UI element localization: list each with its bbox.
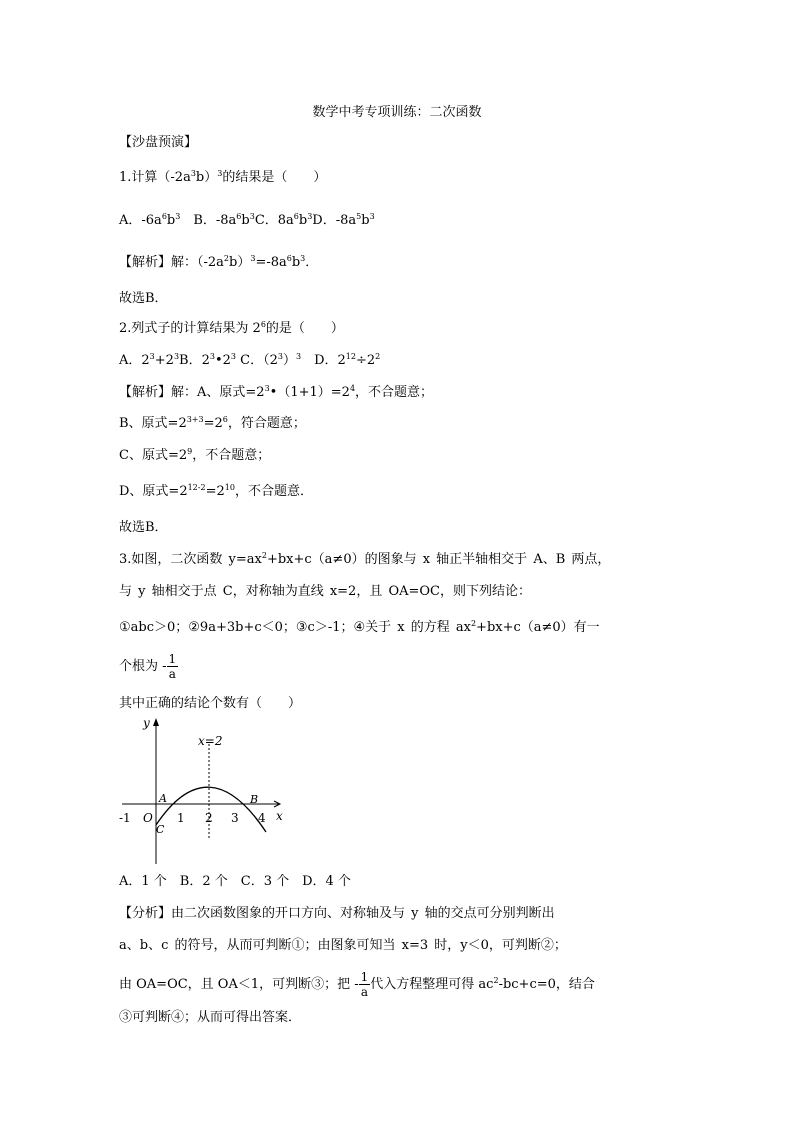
parabola-graph [112,712,292,872]
q2-analysis-c: C、原式$=2^9$，不合题意； [119,447,271,463]
q1-answer: 故选B． [119,291,168,306]
x-axis-label: x [276,809,283,823]
origin-label: O [143,811,153,825]
point-c-label: C [156,823,165,836]
q3-analysis-line4: ③可判断④；从而可得出答案． [119,1010,302,1025]
point-a-label: A [159,792,167,805]
q1-options: A．$-6a^6b^3$ B．$-8a^6b^3C$．$8a^6b^3D$．$-8a^5b^3$ [119,212,375,228]
fraction-one-over-a: $\frac{1}{a}$ [168,652,177,681]
page-title: 数学中考专项训练：二次函数 [312,105,482,120]
y-axis-arrow [153,718,159,726]
q2-analysis-d: D、原式$=2^{12-2}=2^{10}$，不合题意． [119,483,313,499]
q3-analysis-line1: 【分析】由二次函数图象的开口方向、对称轴及与 y 轴的交点可分别判断出 [119,906,555,921]
q2-analysis-b: B、原式$=2^{3+3}=2^6$，符合题意； [119,415,306,431]
q1-analysis: 【解析】解：$(-2a^2b)^3=-8a^6b^3$． [119,254,319,270]
q3-stem-line2: 与 y 轴相交于点 C，对称轴为直线 x=2，且 OA=OC，则下列结论： [119,584,531,599]
q2-options: A．$2^3+2^3B$．$2^3•2^3$ C．$(2^3)^3$ D．$2^{12}\div 2^2$ [119,352,381,368]
q3-stem-line1: 3.如图，二次函数 $y=ax^2+bx+c(a\ne 0)$的图象与 x 轴正半轴相交于 A、B 两点， [119,551,611,567]
section-heading: 【沙盘预演】 [119,135,198,150]
q2-analysis-a: 【解析】解：A、原式$=2^3•(1+1)=2^4$，不合题意； [119,384,434,400]
q2-stem: 2.列式子的计算结果为 $2^6$的是（ ） [119,320,344,336]
q3-stem-line4: 个根为 - $\frac{1}{a}$ [119,652,177,681]
q1-stem: 1.计算$(-2a^3b)^3$的结果是（ ） [119,169,327,185]
q3-analysis-line2: a、b、c 的符号，从而可判断①；由图象可知当 x=3 时，y＜0，可判断②； [119,938,567,953]
q3-analysis-line3: 由 OA=OC，且 OA＜1，可判断③；把 - $\frac{1}{a}$ 代入方程整理可得 $ac^2-bc+c=0$，结合 [119,970,595,999]
tick-label-4: 4 [258,811,266,825]
q3-stem-line3: ①abc＞0；②9a+3b+c＜0；③c＞-1；④关于 x 的方程 $ax^2+bx+c(a\ne 0)$有一 [119,619,600,635]
tick-label-1: 1 [177,811,185,825]
fraction-one-over-a-2: $\frac{1}{a}$ [360,970,369,999]
y-axis-label: y [143,716,150,730]
tick-label-3: 3 [231,811,239,825]
point-b-label: B [250,793,259,806]
tick-label-minus-1: -1 [119,811,131,825]
q2-answer: 故选B． [119,520,168,535]
tick-label-2: 2 [205,811,213,825]
q3-stem-line5: 其中正确的结论个数有（ ） [119,696,302,711]
symmetry-axis-label: x=2 [198,734,223,748]
q3-options: A．1 个 B．2 个 C．3 个 D．4 个 [119,874,351,889]
